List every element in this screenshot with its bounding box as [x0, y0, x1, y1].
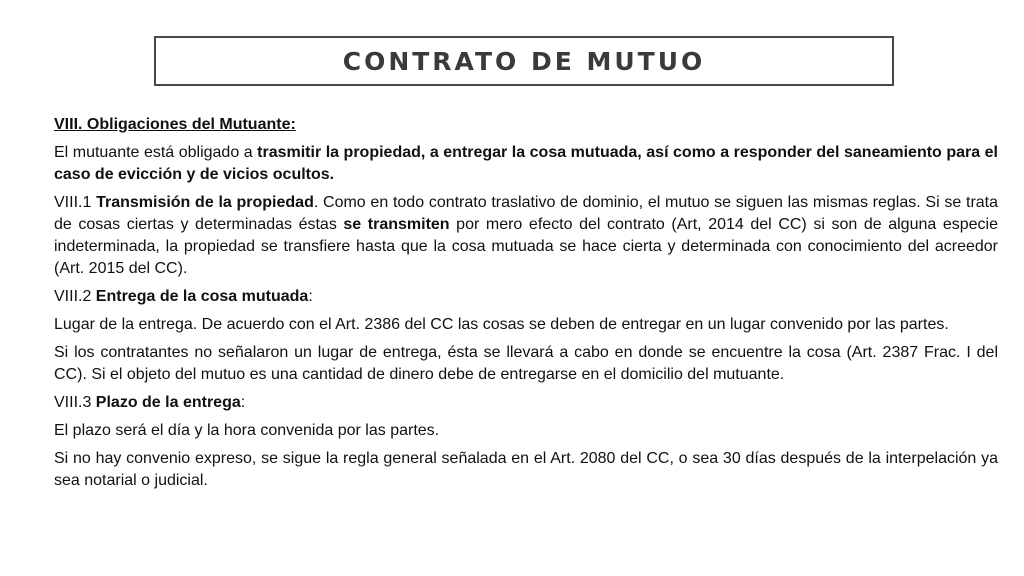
subsection-1-bold-text: se transmiten — [343, 216, 450, 233]
subsection-1-text-b: por mero efecto del contrato (Art, 2014 del CC) si son de alguna especie indeterminada, la propiedad se transfiere hasta que la cosa mutuada se hace cierta y determinada con conocimiento del acreedor (Art. 2015 del CC). — [54, 216, 999, 277]
subsection-3-paragraph-1: El plazo será el día y la hora convenida por las partes. — [54, 422, 440, 439]
title-box — [154, 36, 894, 86]
subsection-2-paragraph-2: Si los contratantes no señalaron un lugar de entrega, ésta se llevará a cabo en donde se encuentre la cosa (Art. 2387 Frac. I del CC). Si el objeto del mutuo es una cantidad de dinero debe de entregarse en el domicilio del mutuante. — [54, 344, 998, 383]
subsection-2-paragraph-1: Lugar de la entrega. De acuerdo con el Art. 2386 del CC las cosas se deben de entregar en un lugar convenido por las partes. — [54, 316, 949, 333]
subsection-2-heading — [54, 286, 998, 308]
subsection-1-paragraph — [54, 192, 998, 280]
slide-content — [54, 114, 998, 498]
subsection-3-title: Plazo de la entrega — [95, 394, 241, 411]
subsection-3-heading — [54, 392, 998, 414]
subsection-3-paragraph-2: Si no hay convenio expreso, se sigue la regla general señalada en el Art. 2080 del CC, o sea 30 días después de la interpelación ya sea notarial o judicial. — [54, 450, 998, 489]
subsection-2-number: VIII.2 — [54, 288, 96, 305]
intro-paragraph — [54, 142, 998, 186]
slide-title: CONTRATO DE MUTUO — [342, 46, 706, 76]
subsection-2-colon: : — [308, 288, 313, 305]
subsection-1-title: Transmisión de la propiedad — [96, 194, 314, 211]
subsection-1-text-a: . Como en todo contrato traslativo de dominio, el mutuo se siguen las mismas reglas. Si se trata de cosas ciertas y determinadas éstas — [54, 194, 999, 233]
section-heading: VIII. Obligaciones del Mutuante: — [54, 116, 296, 133]
intro-text: El mutuante está obligado a — [54, 144, 258, 161]
subsection-3-colon: : — [240, 394, 246, 411]
subsection-1-number: VIII.1 — [54, 194, 97, 211]
subsection-2-title: Entrega de la cosa mutuada — [95, 288, 309, 305]
intro-bold-text: trasmitir la propiedad, a entregar la cosa mutuada, así como a responder del saneamiento para el caso de evicción y de vicios ocultos. — [54, 144, 998, 183]
subsection-3-number: VIII.3 — [54, 394, 96, 411]
